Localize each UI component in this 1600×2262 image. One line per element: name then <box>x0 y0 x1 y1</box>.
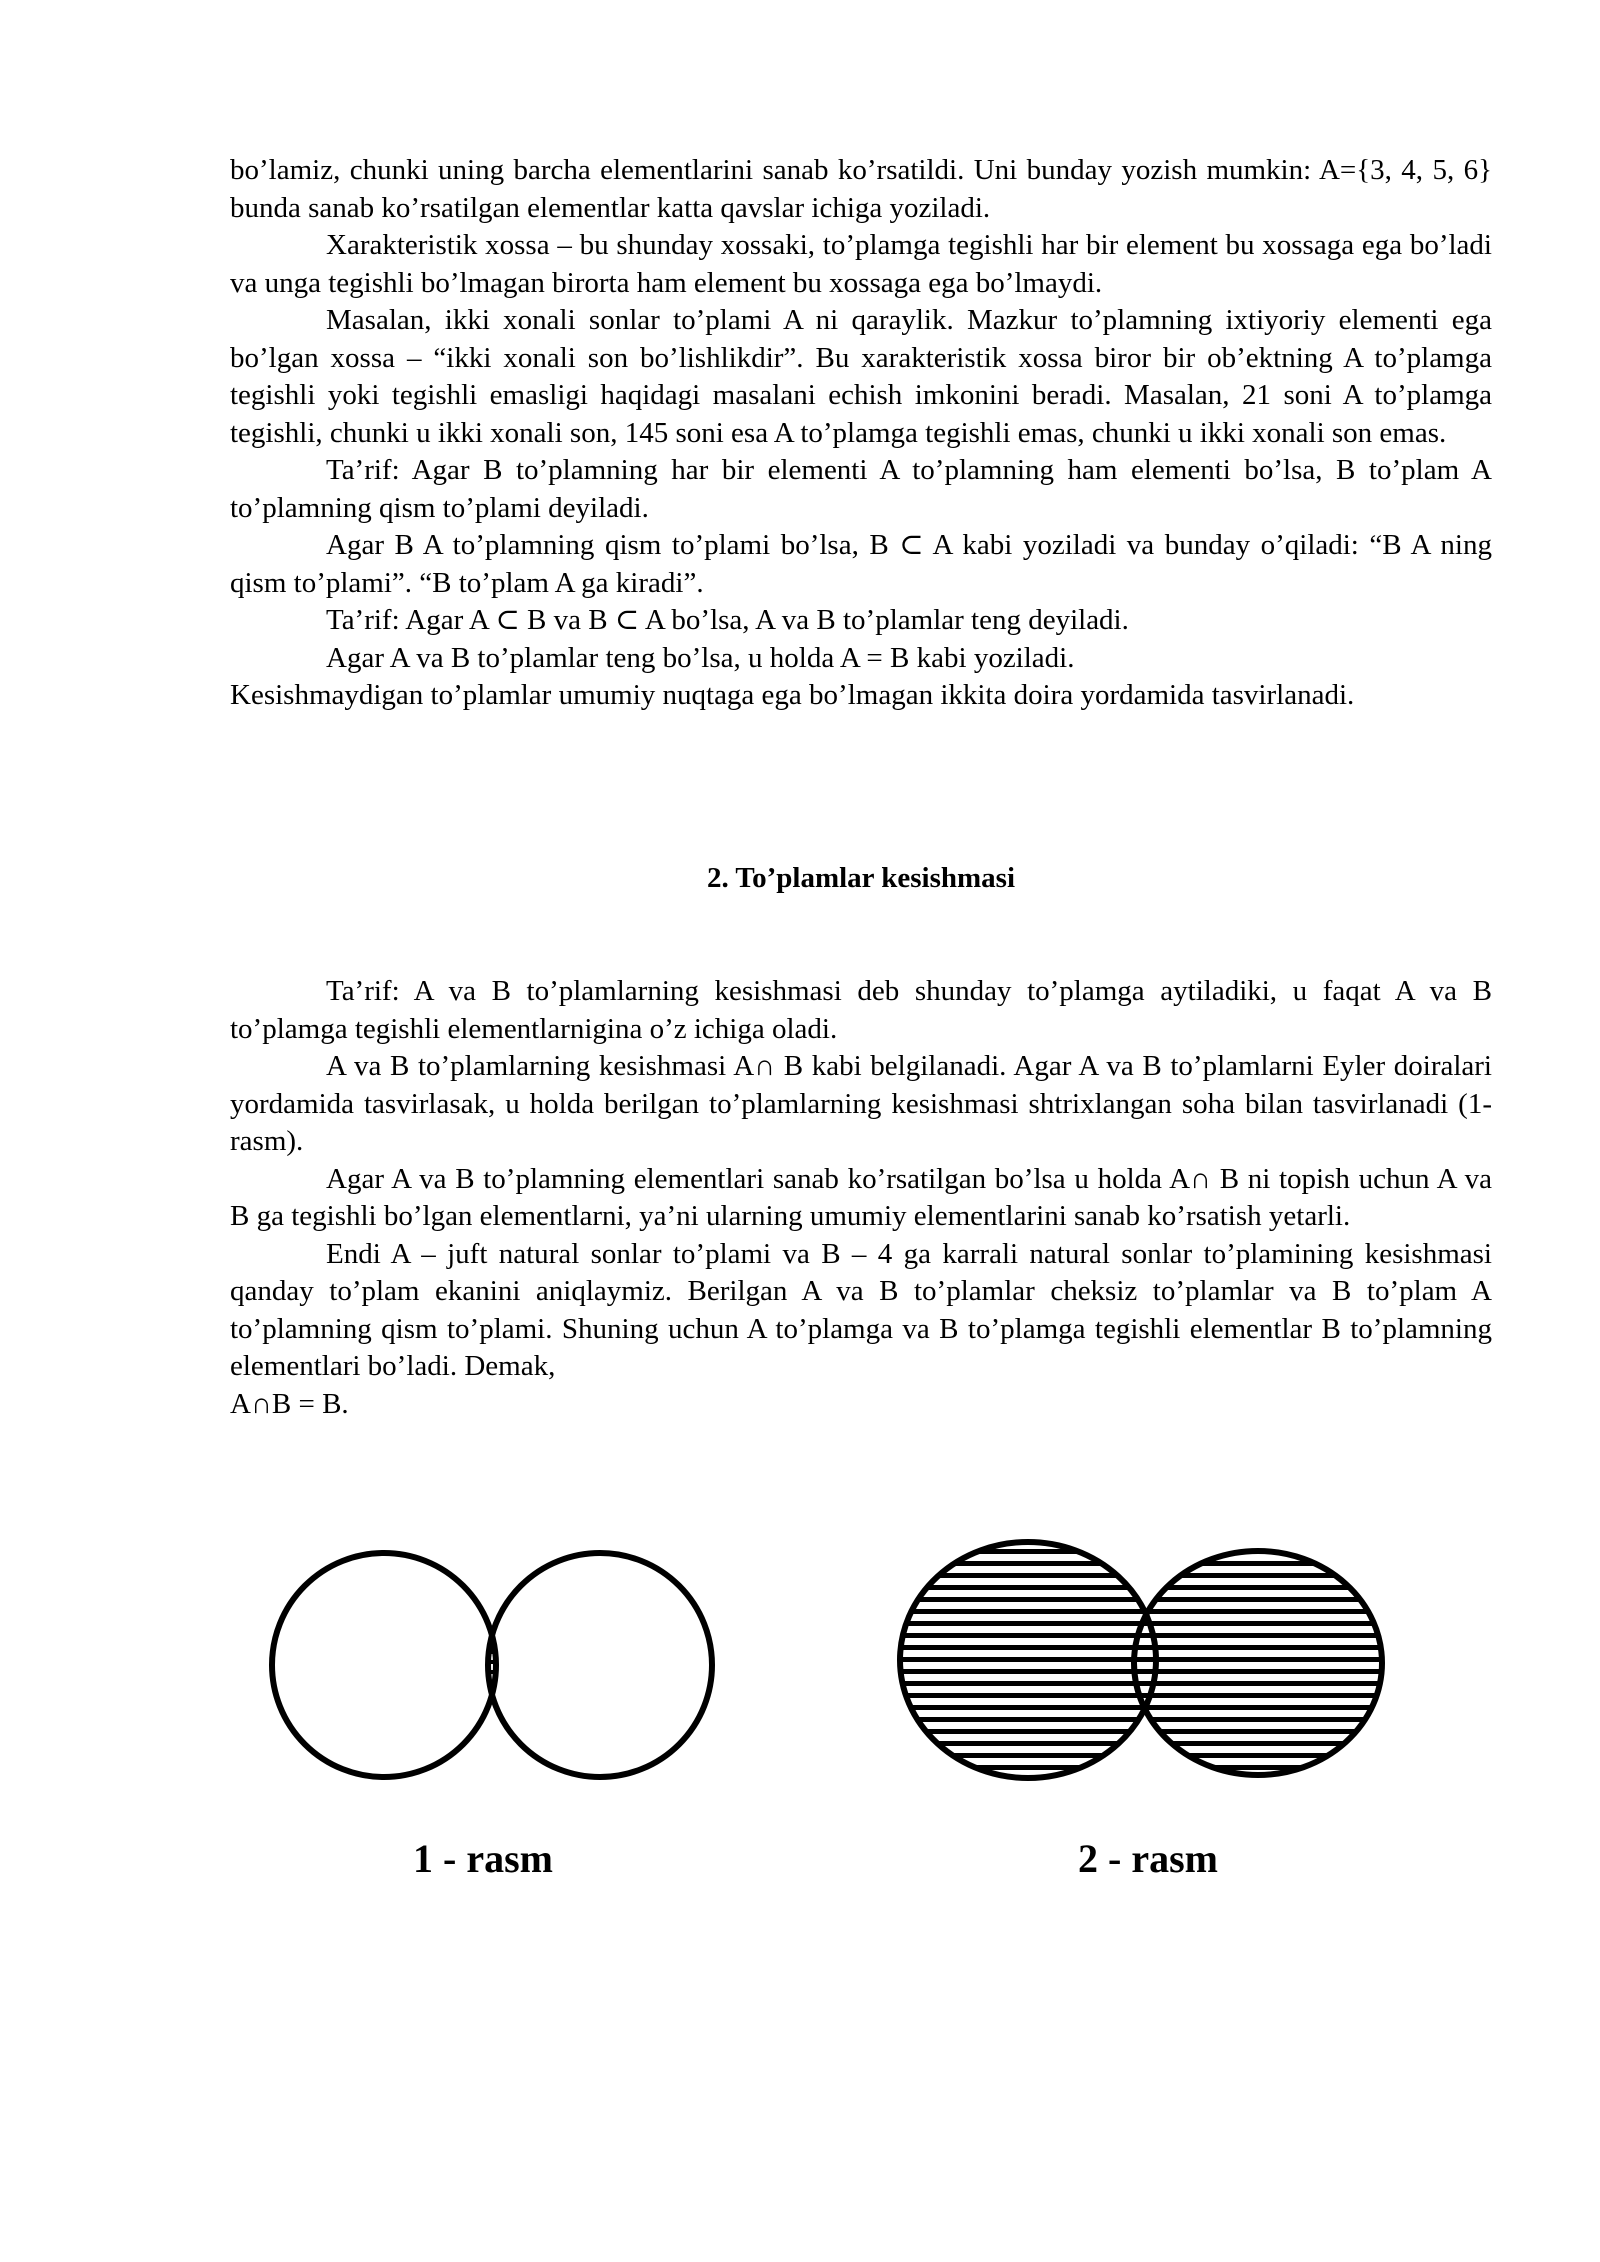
paragraph: Masalan, ikki xonali sonlar to’plami A ni qaraylik. Mazkur to’plamning ixtiyoriy elementi ega bo’lgan xossa – “ikki xonali son bo’lishlikdir”. Bu xarakteristik xossa biror bir ob’ektning A to’plamga tegishli yoki tegishli emasligi haqidagi masalani echish imkonini beradi. Masalan, 21 soni A to’plamga tegishli, chunki u ikki xonali son, 145 soni esa A to’plamga tegishli emas, chunki u ikki xonali son emas. <box>230 304 1492 449</box>
paragraph: A∩B = B. <box>230 1387 349 1420</box>
paragraph: Ta’rif: Agar A ⊂ B va B ⊂ A bo’lsa, A va B to’plamlar teng deyiladi. <box>326 604 1129 636</box>
set-a-circle <box>272 1553 496 1777</box>
figure-2-caption: 2 - rasm <box>1078 1836 1218 1881</box>
text-block-top <box>230 152 1492 715</box>
text-block-bottom <box>230 973 1492 1423</box>
section-heading: 2. To’plamlar kesishmasi <box>706 862 1016 894</box>
paragraph: Agar B A to’plamning qism to’plami bo’lsa, B ⊂ A kabi yoziladi va bunday o’qiladi: “B A ning qism to’plami”. “B to’plam A ga kiradi”. <box>230 529 1492 599</box>
set-b-circle <box>488 1553 712 1777</box>
paragraph: A va B to’plamlarning kesishmasi A∩ B kabi belgilanadi. Agar A va B to’plamlarni Eyler doiralari yordamida tasvirlasak, u holda berilgan to’plamlarning kesishmasi shtrixlangan soha bilan tasvirlanadi (1-rasm). <box>230 1050 1492 1157</box>
paragraph: Endi A – juft natural sonlar to’plami va B – 4 ga karrali natural sonlar to’plamining kesishmasi qanday to’plam ekanini aniqlaymiz. Berilgan A va B to’plamlar cheksiz to’plamlar va B to’plam A to’plamning qism to’plami. Shuning uchun A to’plamga va B to’plamga tegishli elementlar B to’plamning elementlari bo’ladi. Demak, <box>230 1237 1492 1382</box>
paragraph: Agar A va B to’plamlar teng bo’lsa, u holda A = B kabi yoziladi. <box>326 641 1075 674</box>
figure-1-caption: 1 - rasm <box>413 1836 553 1881</box>
venn-diagram-union <box>888 1525 1398 1800</box>
paragraph: Kesishmaydigan to’plamlar umumiy nuqtaga ega bo’lmagan ikkita doira yordamida tasvirlanadi. <box>230 679 1355 711</box>
paragraph: Agar A va B to’plamning elementlari sanab ko’rsatilgan bo’lsa u holda A∩ B ni topish uchun A va B ga tegishli bo’lgan elementlarni, ya’ni ularning umumiy elementlarini sanab ko’rsatish yetarli. <box>230 1162 1492 1232</box>
venn-diagram-intersection <box>258 1530 728 1800</box>
paragraph: Ta’rif: A va B to’plamlarning kesishmasi deb shunday to’plamga aytiladiki, u faqat A va B to’plamga tegishli elementlarnigina o’z ichiga oladi. <box>230 975 1492 1045</box>
paragraph: Xarakteristik xossa – bu shunday xossaki, to’plamga tegishli har bir element bu xossaga ega bo’ladi va unga tegishli bo’lmagan birorta ham element bu xossaga ega bo’lmaydi. <box>230 229 1492 299</box>
paragraph: bo’lamiz, chunki uning barcha elementlarini sanab ko’rsatildi. Uni bunday yozish mumkin: A={3, 4, 5, 6} bunda sanab ko’rsatilgan elementlar katta qavslar ichiga yoziladi. <box>230 154 1492 224</box>
paragraph: Ta’rif: Agar B to’plamning har bir elementi A to’plamning ham elementi bo’lsa, B to’plam A to’plamning qism to’plami deyiladi. <box>230 454 1492 524</box>
